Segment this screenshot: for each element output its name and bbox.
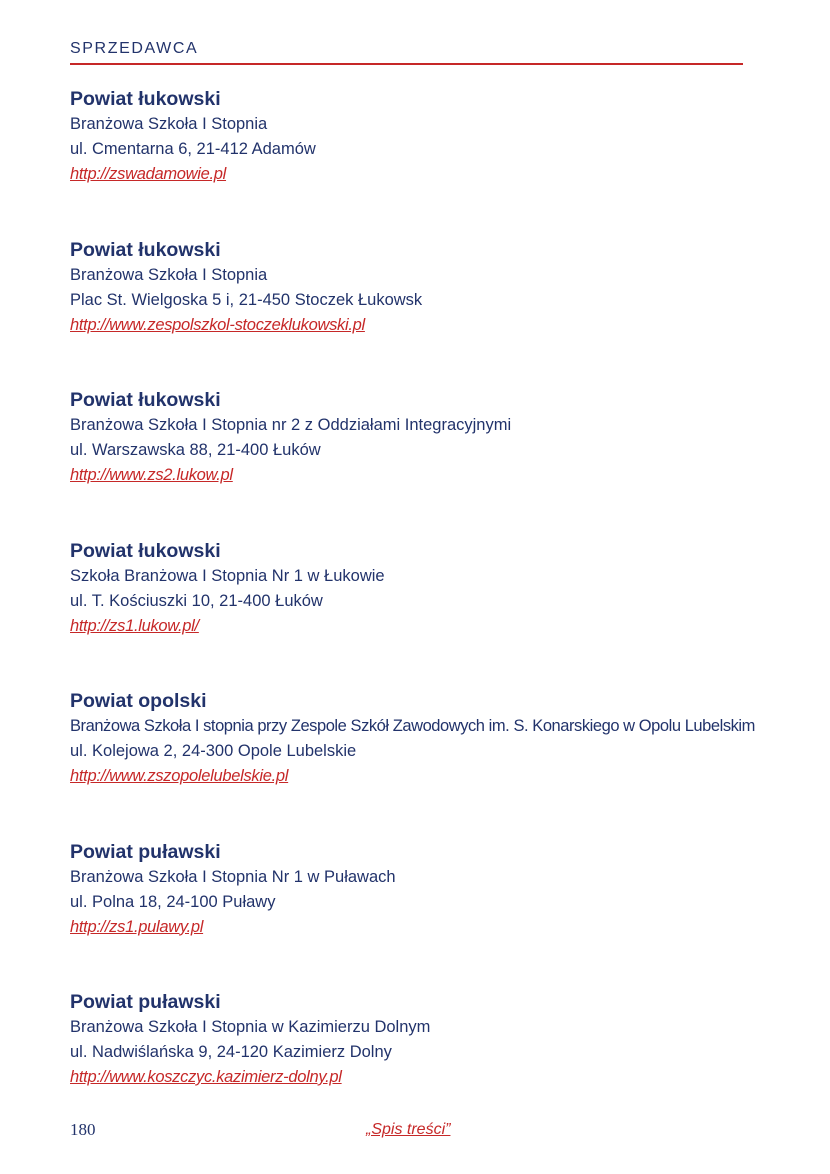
school-entry	[70, 86, 750, 237]
school-entry	[70, 688, 755, 839]
county-heading: Powiat łukowski	[70, 539, 221, 562]
school-address: ul. Polna 18, 24-100 Puławy	[70, 892, 276, 911]
county-heading: Powiat łukowski	[70, 88, 221, 110]
school-website-link[interactable]: http://www.zespolszkol-stoczeklukowski.pl	[70, 315, 365, 334]
school-address: ul. Kolejowa 2, 24-300 Opole Lubelskie	[70, 742, 357, 760]
school-name: Branżowa Szkoła I Stopnia	[70, 115, 268, 133]
school-address: ul. Nadwiślańska 9, 24-120 Kazimierz Dolny	[70, 1043, 392, 1061]
school-address: ul. Cmentarna 6, 21-412 Adamów	[70, 140, 316, 158]
school-entry-list	[70, 86, 755, 1140]
school-name: Branżowa Szkoła I stopnia przy Zespole Szkół Zawodowych im. S. Konarskiego w Opolu Lubelskim	[70, 717, 755, 735]
school-website-link[interactable]: http://www.zszopolelubelskie.pl	[70, 767, 289, 785]
school-entry	[70, 237, 750, 388]
school-entry	[70, 839, 750, 990]
school-address: ul. T. Kościuszki 10, 21-400 Łuków	[70, 591, 323, 610]
page-header	[70, 39, 743, 65]
school-entry	[70, 387, 750, 538]
school-entry	[70, 989, 750, 1140]
county-heading: Powiat puławski	[70, 991, 221, 1013]
school-name: Branżowa Szkoła I Stopnia nr 2 z Oddziałami Integracyjnymi	[70, 416, 512, 434]
school-website-link[interactable]: http://zs1.pulawy.pl	[70, 917, 204, 936]
section-title: SPRZEDAWCA	[70, 40, 199, 57]
school-entry	[70, 538, 750, 689]
page-number: 180	[70, 1120, 96, 1139]
school-name: Branżowa Szkoła I Stopnia Nr 1 w Puławach	[70, 867, 396, 886]
county-heading: Powiat łukowski	[70, 389, 221, 411]
header-divider	[70, 63, 743, 65]
school-website-link[interactable]: http://zswadamowie.pl	[70, 165, 227, 183]
school-address: Plac St. Wielgoska 5 i, 21-450 Stoczek Łukowsk	[70, 290, 423, 309]
school-name: Branżowa Szkoła I Stopnia w Kazimierzu Dolnym	[70, 1018, 431, 1036]
county-heading: Powiat opolski	[70, 690, 207, 712]
school-website-link[interactable]: http://www.koszczyc.kazimierz-dolny.pl	[70, 1068, 342, 1086]
school-address: ul. Warszawska 88, 21-400 Łuków	[70, 441, 321, 459]
page-footer	[70, 1119, 743, 1141]
school-name: Branżowa Szkoła I Stopnia	[70, 265, 268, 284]
county-heading: Powiat puławski	[70, 840, 221, 863]
table-of-contents-link[interactable]: „Spis treści”	[366, 1121, 451, 1138]
county-heading: Powiat łukowski	[70, 238, 221, 261]
school-name: Szkoła Branżowa I Stopnia Nr 1 w Łukowie	[70, 566, 385, 585]
school-website-link[interactable]: http://zs1.lukow.pl/	[70, 616, 199, 635]
school-website-link[interactable]: http://www.zs2.lukow.pl	[70, 466, 233, 484]
